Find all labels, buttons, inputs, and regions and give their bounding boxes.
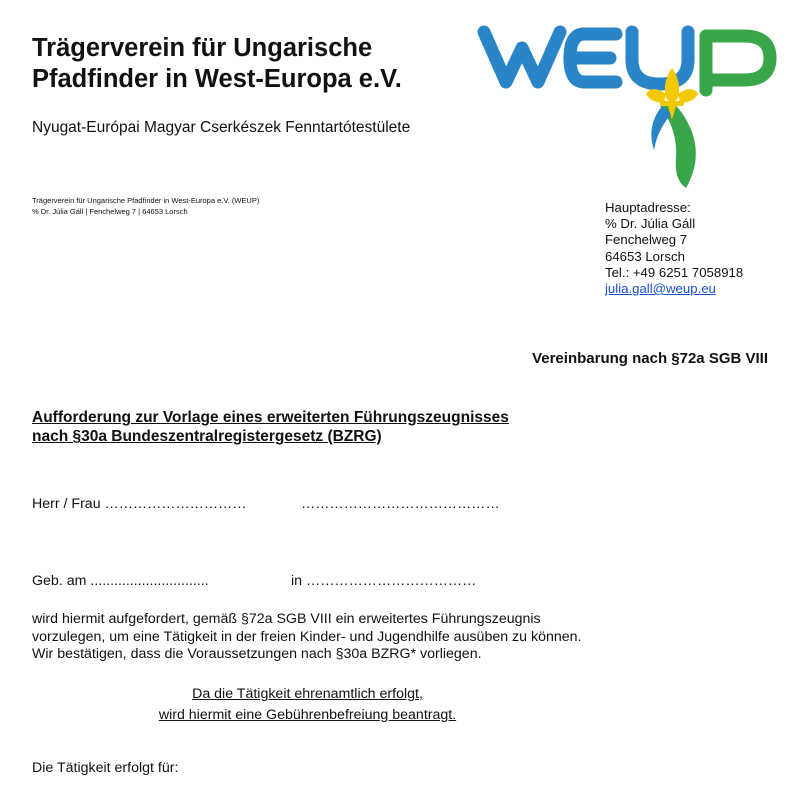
request-paragraph (32, 611, 581, 664)
activity-label: Die Tätigkeit erfolgt für: (32, 760, 179, 776)
address-phone: Tel.: +49 6251 7058918 (605, 264, 744, 280)
main-address (605, 200, 743, 297)
logo-scarf-blue (651, 106, 672, 150)
address-name: % Dr. Júlia Gáll (605, 216, 696, 232)
name-dots-second[interactable]: …………………………………… (301, 496, 500, 512)
paragraph-line-1: wird hiermit aufgefordert, gemäß §72a SGB VIII ein erweitertes Führungszeugnis (32, 611, 541, 627)
organization-title-line1: Trägerverein für Ungarische (32, 34, 373, 62)
heading-line-2: nach §30a Bundeszentralregistergesetz (BZRG) (32, 428, 382, 445)
logo-letter-p (706, 36, 770, 90)
name-label: Herr / Frau (32, 496, 101, 512)
sender-line-2: % Dr. Júlia Gáll | Fenchelweg 7 | 64653 Lorsch (32, 207, 188, 216)
organization-subtitle: Nyugat-Európai Magyar Cserkészek Fenntartótestülete (32, 119, 411, 136)
organization-title-line2: Pfadfinder in West-Europa e.V. (32, 65, 402, 93)
agreement-title: Vereinbarung nach §72a SGB VIII (532, 350, 768, 367)
logo-letter-u (632, 32, 688, 84)
birth-row (32, 573, 209, 589)
heading-line-1: Aufforderung zur Vorlage eines erweiterten Führungszeugnisses (32, 409, 509, 426)
logo-letter-e (570, 34, 616, 82)
place-dots[interactable]: ……………………………… (306, 573, 477, 589)
name-dots-first[interactable]: ………………………… (104, 496, 247, 512)
address-city: 64653 Lorsch (605, 248, 685, 264)
fee-exemption-line-1: Da die Tätigkeit ehrenamtlich erfolgt, (192, 686, 423, 702)
sender-line (32, 195, 259, 217)
birth-label: Geb. am (32, 573, 87, 589)
sender-line-1: Trägerverein für Ungarische Pfadfinder in West-Europa e.V. (WEUP) (32, 196, 260, 205)
name-field-row (32, 496, 246, 512)
place-label: in (291, 573, 303, 589)
birth-date-dots[interactable]: .............................. (90, 573, 209, 589)
logo-letter-w (484, 32, 560, 82)
address-street: Fenchelweg 7 (605, 232, 688, 248)
paragraph-line-3: Wir bestätigen, dass die Voraussetzungen nach §30a BZRG* vorliegen. (32, 646, 482, 662)
document-heading (32, 408, 509, 446)
fee-exemption-line-2: wird hiermit eine Gebührenbefreiung beantragt. (158, 707, 457, 723)
weup-logo (476, 10, 786, 190)
birth-place-row (291, 573, 476, 589)
email-link[interactable]: julia.gall@weup.eu (605, 281, 716, 297)
address-label: Hauptadresse: (605, 200, 691, 215)
organization-title (32, 33, 402, 95)
paragraph-line-2: vorzulegen, um eine Tätigkeit in der freien Kinder- und Jugendhilfe ausüben zu können. (32, 628, 582, 645)
